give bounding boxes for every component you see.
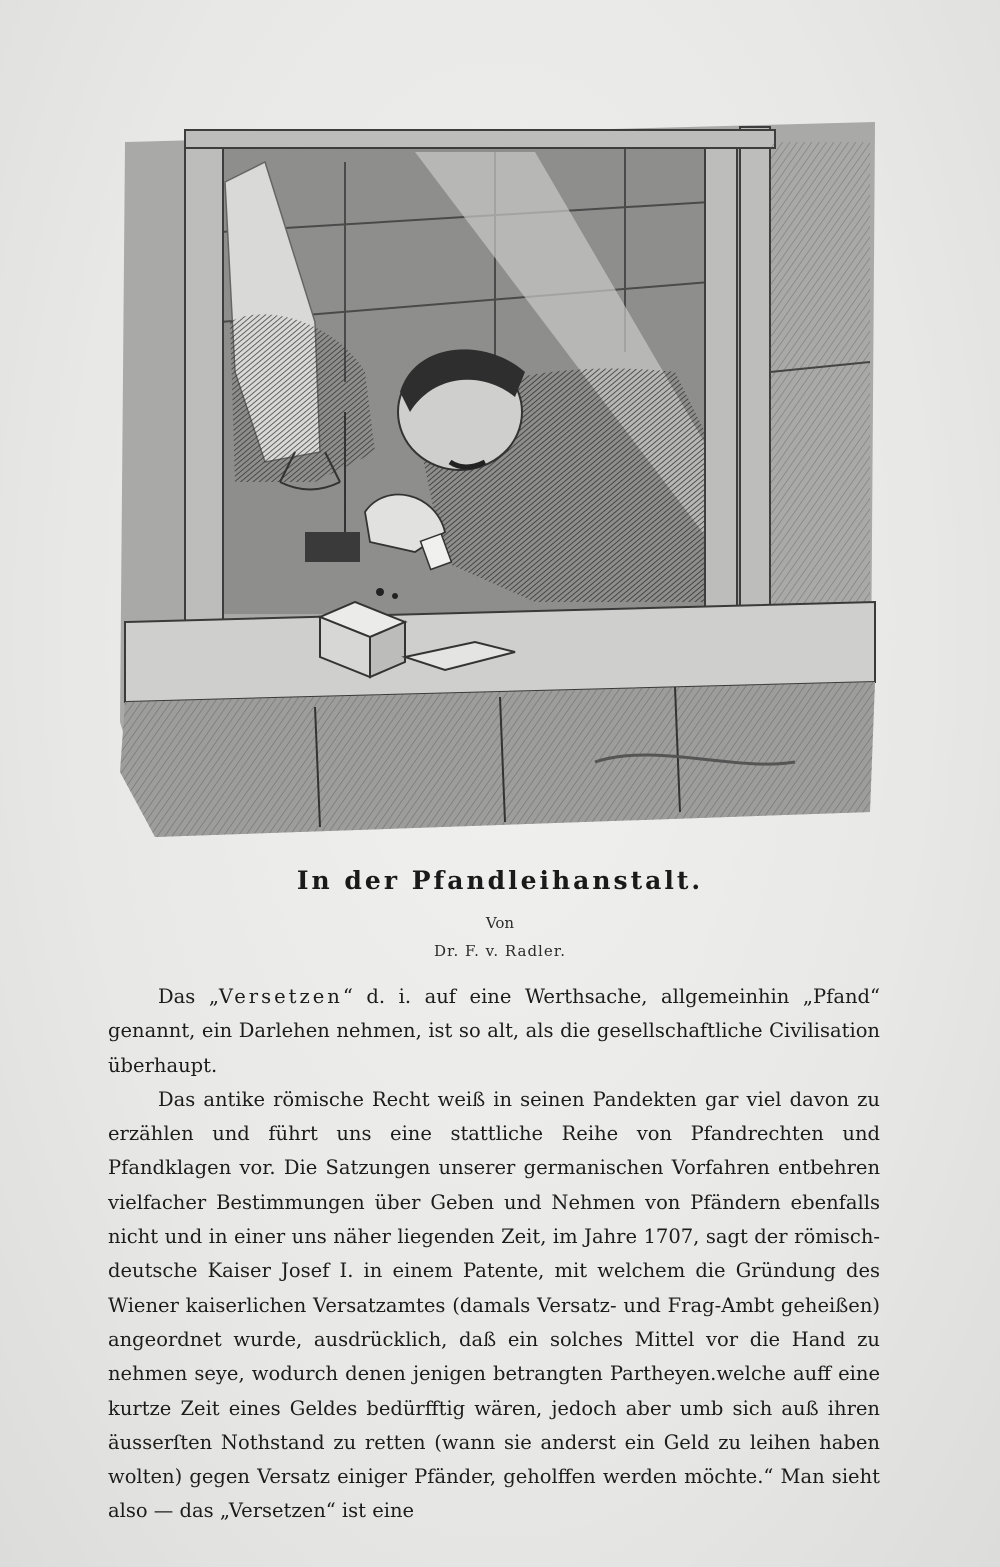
emphasized-word: Versetzen: [218, 985, 343, 1008]
byline-author: Dr. F. v. Radler.: [433, 942, 567, 960]
paragraph-1: [108, 980, 880, 1083]
paragraph-1-start: Das „: [158, 985, 219, 1008]
article-body: [108, 980, 880, 1529]
pawnshop-illustration: [115, 122, 885, 842]
byline-von: Von: [485, 914, 515, 932]
pawnbroker-engraving-image: [115, 122, 885, 842]
paragraph-2: Das antike römische Recht weiß in seinen Pandekten gar viel davon zu erzählen und führt uns eine stattliche Reihe von Pfandrechten und Pfandklagen vor. Die Satzungen unserer germanischen Vorfahren entbehren vielfacher Bestimmungen über Geben und Nehmen von Pfändern ebenfalls nicht und in einer uns näher liegenden Zeit, im Jahre 1707, sagt der römisch-deutsche Kaiser Josef I. in einem Patente, mit welchem die Gründung des Wiener kaiserlichen Versatzamtes (damals Versatz- und Frag-Ambt geheißen) angeordnet wurde, ausdrücklich, daß ein solches Mittel vor die Hand zu nehmen seye, wodurch denen jenigen betrangten Partheyen.welche auff eine kurtze Zeit eines Geldes bedürfftig wären, jedoch aber umb sich auß ihren äusserſten Nothstand zu retten (wann sie anderst ein Geld zu leihen haben wolten) gegen Versatz einiger Pfänder, geholffen werden möchte.“ Man sieht also — das „Versetzen“ ist eine: [108, 1087, 880, 1523]
article-title: In der Pfandleihanstalt.: [296, 866, 704, 895]
paragraph-1-rest: “ d. i. auf eine Werthsache, allgemeinhin „Pfand“ genannt, ein Darlehen nehmen, ist so alt, als die gesellschaftliche Civilisation überhaupt.: [108, 985, 880, 1077]
